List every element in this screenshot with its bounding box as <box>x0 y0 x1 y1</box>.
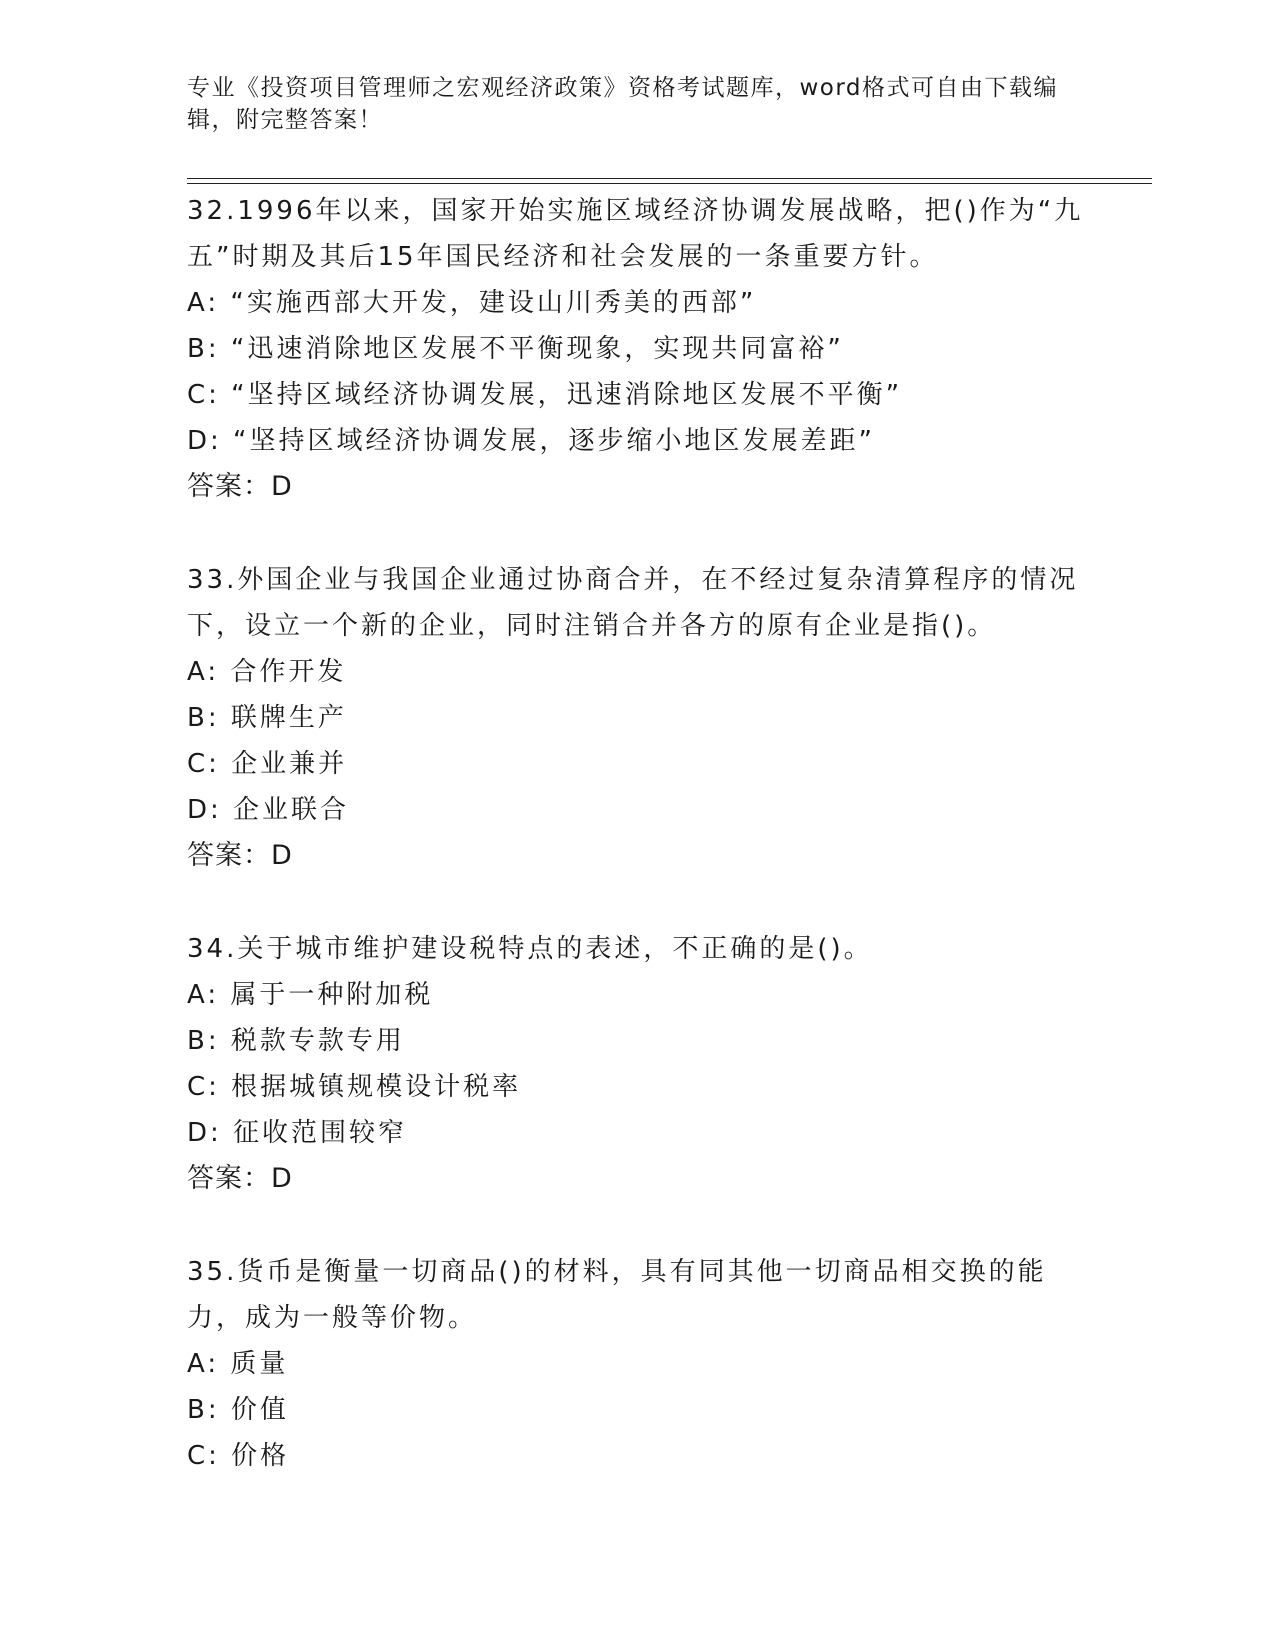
question-35 <box>187 1249 1087 1479</box>
question-text: 34.关于城市维护建设税特点的表述，不正确的是()。 <box>187 934 873 964</box>
option-b: B: 税款专款专用 <box>187 1026 405 1056</box>
option-a: A: “实施西部大开发，建设山川秀美的西部” <box>187 288 757 318</box>
answer-label: 答案：D <box>187 840 293 871</box>
header-rule-bottom <box>187 183 1152 184</box>
option-c: C: 根据城镇规模设计税率 <box>187 1072 522 1102</box>
header-rule-top <box>187 178 1152 179</box>
option-a: A: 质量 <box>187 1349 289 1379</box>
document-header: 专业《投资项目管理师之宏观经济政策》资格考试题库，word格式可自由下载编辑，附完整答案！ <box>187 75 1059 133</box>
option-d: D: “坚持区域经济协调发展，逐步缩小地区发展差距” <box>187 426 875 456</box>
question-text: 33.外国企业与我国企业通过协商合并，在不经过复杂清算程序的情况下，设立一个新的企业，同时注销合并各方的原有企业是指()。 <box>187 565 1079 641</box>
option-c: C: 企业兼并 <box>187 749 348 779</box>
answer-label: 答案：D <box>187 471 293 502</box>
option-b: B: 价值 <box>187 1395 289 1425</box>
option-a: A: 合作开发 <box>187 657 347 687</box>
option-d: D: 企业联合 <box>187 795 350 825</box>
option-b: B: 联牌生产 <box>187 703 347 733</box>
answer-label: 答案：D <box>187 1163 293 1194</box>
option-c: C: 价格 <box>187 1441 290 1471</box>
question-text: 35.货币是衡量一切商品()的材料，具有同其他一切商品相交换的能力，成为一般等价物。 <box>187 1257 1047 1333</box>
question-list <box>187 188 1087 1527</box>
question-text: 32.1996年以来，国家开始实施区域经济协调发展战略，把()作为“九五”时期及其后15年国民经济和社会发展的一条重要方针。 <box>187 196 1084 272</box>
question-34 <box>187 926 1087 1201</box>
option-a: A: 属于一种附加税 <box>187 980 434 1010</box>
question-33 <box>187 557 1087 878</box>
question-32 <box>187 188 1087 509</box>
option-d: D: 征收范围较窄 <box>187 1118 408 1148</box>
option-c: C: “坚持区域经济协调发展，迅速消除地区发展不平衡” <box>187 380 903 410</box>
option-b: B: “迅速消除地区发展不平衡现象，实现共同富裕” <box>187 334 844 364</box>
